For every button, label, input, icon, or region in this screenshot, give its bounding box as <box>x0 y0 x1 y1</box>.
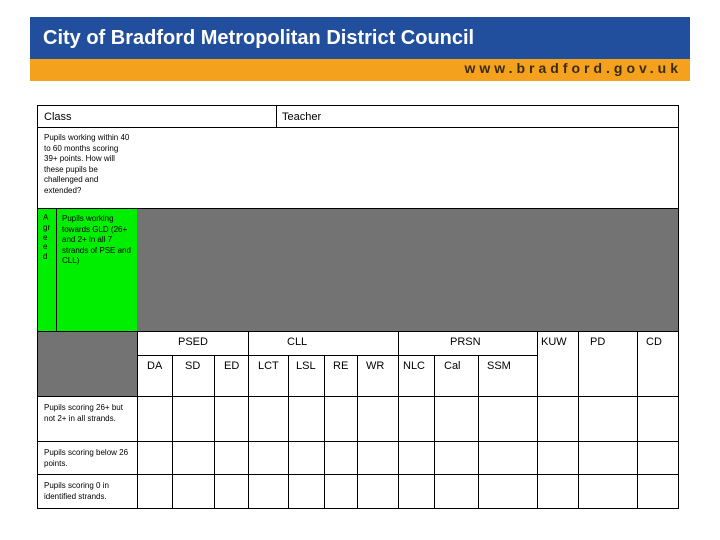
strand-header-ssm: SSM <box>487 360 511 372</box>
teacher-cell[interactable] <box>276 105 679 128</box>
strand-header-wr: WR <box>366 360 385 372</box>
grid-vline <box>248 331 249 509</box>
strand-header-re: RE <box>333 360 349 372</box>
class-cell[interactable] <box>37 105 277 128</box>
grid-vline <box>324 355 325 509</box>
strand-header-lsl: LSL <box>296 360 316 372</box>
strand-header-lct: LCT <box>258 360 279 372</box>
grid-vline <box>398 331 399 509</box>
area-header-cll: CLL <box>287 336 308 348</box>
strand-header-da: DA <box>147 360 163 372</box>
strand-header-cal: Cal <box>444 360 461 372</box>
grid-corner-grey <box>38 332 138 397</box>
pupils-40-60-label: Pupils working within 40 to 60 months scoring 39+ points. How will these pupils be challenged and extended? <box>44 133 130 195</box>
grid-hline <box>137 355 537 356</box>
row-label-26-plus: Pupils scoring 26+ but not 2+ in all strands. <box>44 403 123 423</box>
area-header-psed: PSED <box>178 336 208 348</box>
area-header-cd: CD <box>646 336 662 348</box>
grid-vline <box>478 355 479 509</box>
area-header-prsn: PRSN <box>450 336 481 348</box>
teacher-label: Teacher <box>282 111 322 123</box>
gld-grey-area <box>137 209 678 331</box>
class-label: Class <box>44 111 72 123</box>
grid-vline <box>172 355 173 509</box>
website-url[interactable]: www.bradford.gov.uk <box>464 60 682 76</box>
row-label-below-26: Pupils scoring below 26 points. <box>44 448 129 468</box>
grid-vline <box>537 331 538 509</box>
grid-vline <box>214 355 215 509</box>
grid-hline <box>37 441 679 442</box>
grid-vline <box>137 331 138 509</box>
strand-header-nlc: NLC <box>403 360 426 372</box>
grid-vline <box>434 355 435 509</box>
grid-vline <box>288 355 289 509</box>
url-banner <box>30 59 690 81</box>
area-header-kuw: KUW <box>541 336 567 348</box>
grid-vline <box>578 331 579 509</box>
grid-vline <box>637 331 638 509</box>
grid-hline <box>37 474 679 475</box>
strand-header-sd: SD <box>185 360 201 372</box>
row-label-zero: Pupils scoring 0 in identified strands. <box>44 481 109 501</box>
page-title: City of Bradford Metropolitan District Council <box>43 27 475 49</box>
pupils-towards-gld-label: Pupils working towards GLD (26+ and 2+ in all 7 strands of PSE and CLL) <box>62 214 131 265</box>
strand-header-ed: ED <box>224 360 240 372</box>
header-banner <box>30 17 690 59</box>
grid-hline <box>37 396 679 397</box>
agreed-vertical-label: Agreed <box>43 213 51 262</box>
grid-vline <box>357 355 358 509</box>
area-header-pd: PD <box>590 336 606 348</box>
